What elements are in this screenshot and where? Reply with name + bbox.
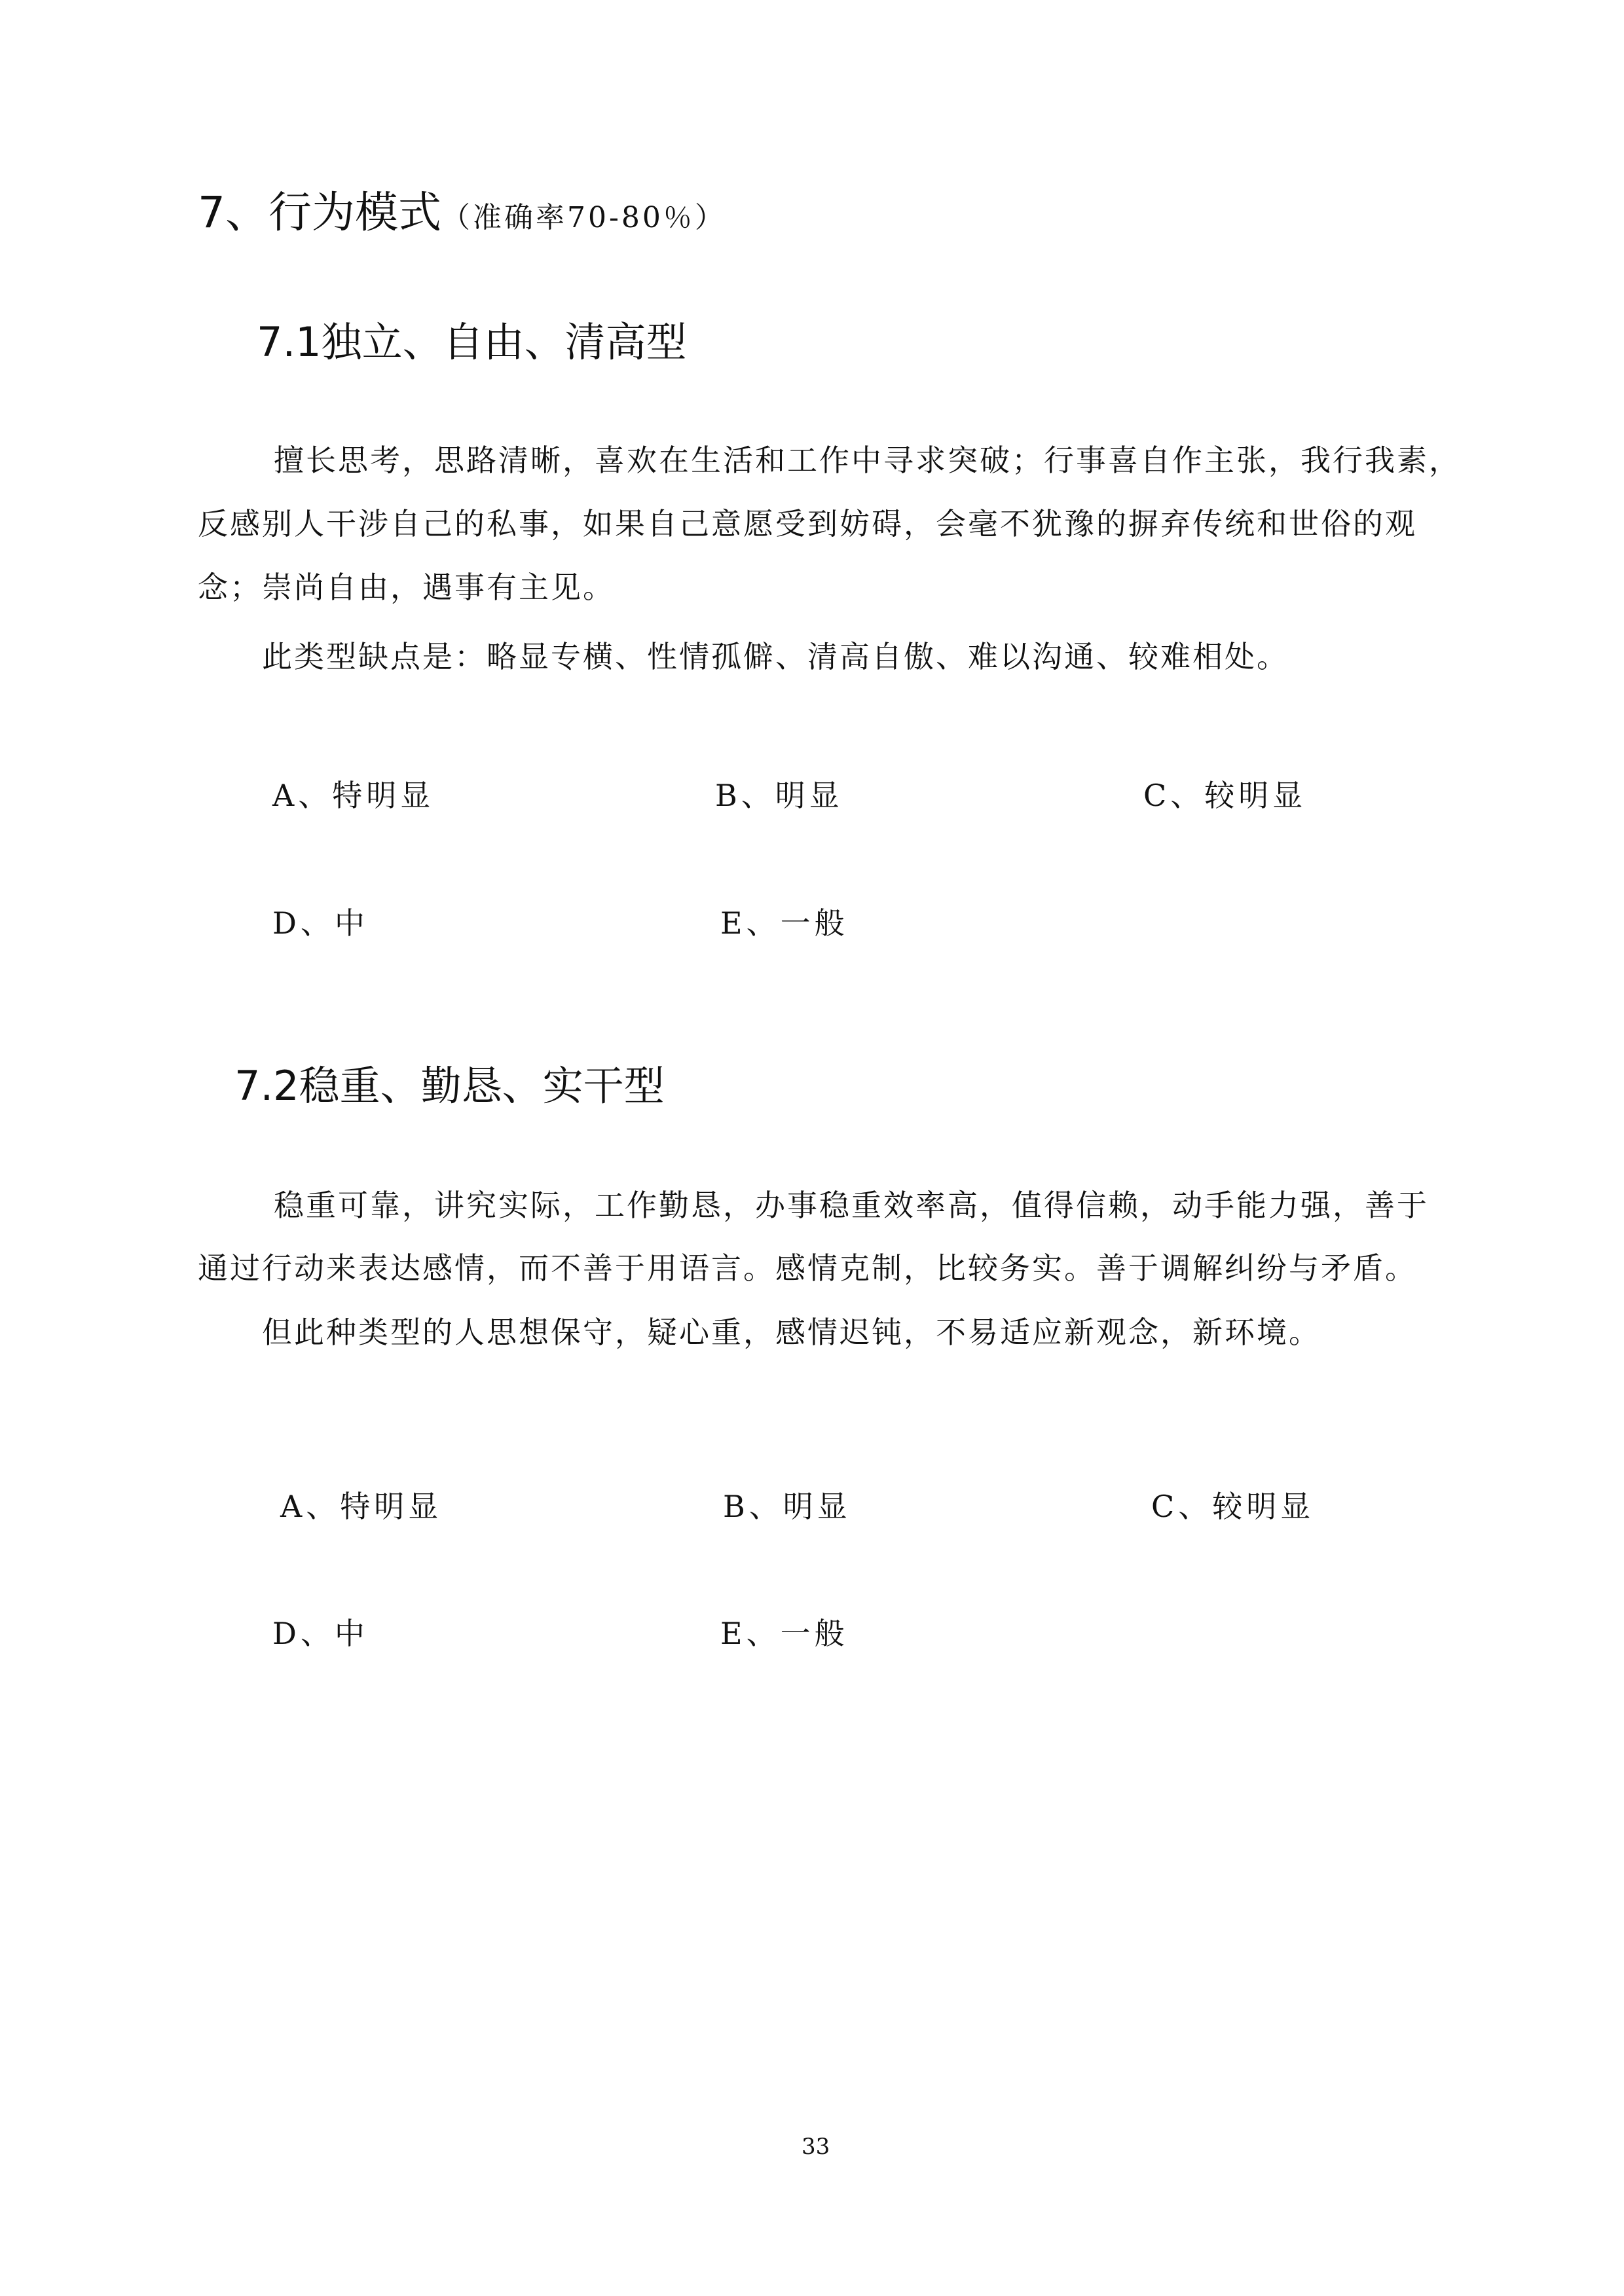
option-d: D、中 — [272, 905, 369, 941]
paragraph-line: 此类型缺点是：略显专横、性情孤僻、清高自傲、难以沟通、较难相处。 — [262, 639, 1289, 674]
option-b: B、明显 — [723, 1489, 851, 1524]
option-e: E、一般 — [720, 905, 849, 941]
paragraph-line: 稳重可靠，讲究实际，工作勤恳，办事稳重效率高，值得信赖，动手能力强，善于 — [274, 1188, 1429, 1223]
option-c: C、较明显 — [1143, 778, 1307, 813]
option-c: C、较明显 — [1151, 1489, 1315, 1524]
paragraph-line: 擅长思考，思路清晰，喜欢在生活和工作中寻求突破；行事喜自作主张，我行我素， — [274, 443, 1461, 478]
option-e: E、一般 — [720, 1616, 849, 1651]
section-title: 7、行为模式 — [198, 187, 441, 238]
paragraph-line: 反感别人干涉自己的私事，如果自己意愿受到妨碍，会毫不犹豫的摒弃传统和世俗的观 — [198, 506, 1417, 541]
section-accuracy-note: （准确率70-80％） — [441, 201, 726, 234]
option-b: B、明显 — [715, 778, 843, 813]
subsection-title-7-1: 7.1独立、自由、清高型 — [257, 318, 687, 366]
section-heading — [198, 187, 726, 238]
option-a: A、特明显 — [272, 778, 435, 813]
paragraph-line: 但此种类型的人思想保守，疑心重，感情迟钝，不易适应新观念，新环境。 — [262, 1315, 1321, 1350]
paragraph-line: 念；崇尚自由，遇事有主见。 — [198, 570, 615, 605]
paragraph-line: 通过行动来表达感情，而不善于用语言。感情克制，比较务实。善于调解纠纷与矛盾。 — [198, 1250, 1417, 1286]
subsection-title-7-2: 7.2稳重、勤恳、实干型 — [234, 1062, 665, 1110]
option-d: D、中 — [272, 1616, 369, 1651]
option-a: A、特明显 — [280, 1489, 443, 1524]
page-number: 33 — [802, 2134, 830, 2160]
